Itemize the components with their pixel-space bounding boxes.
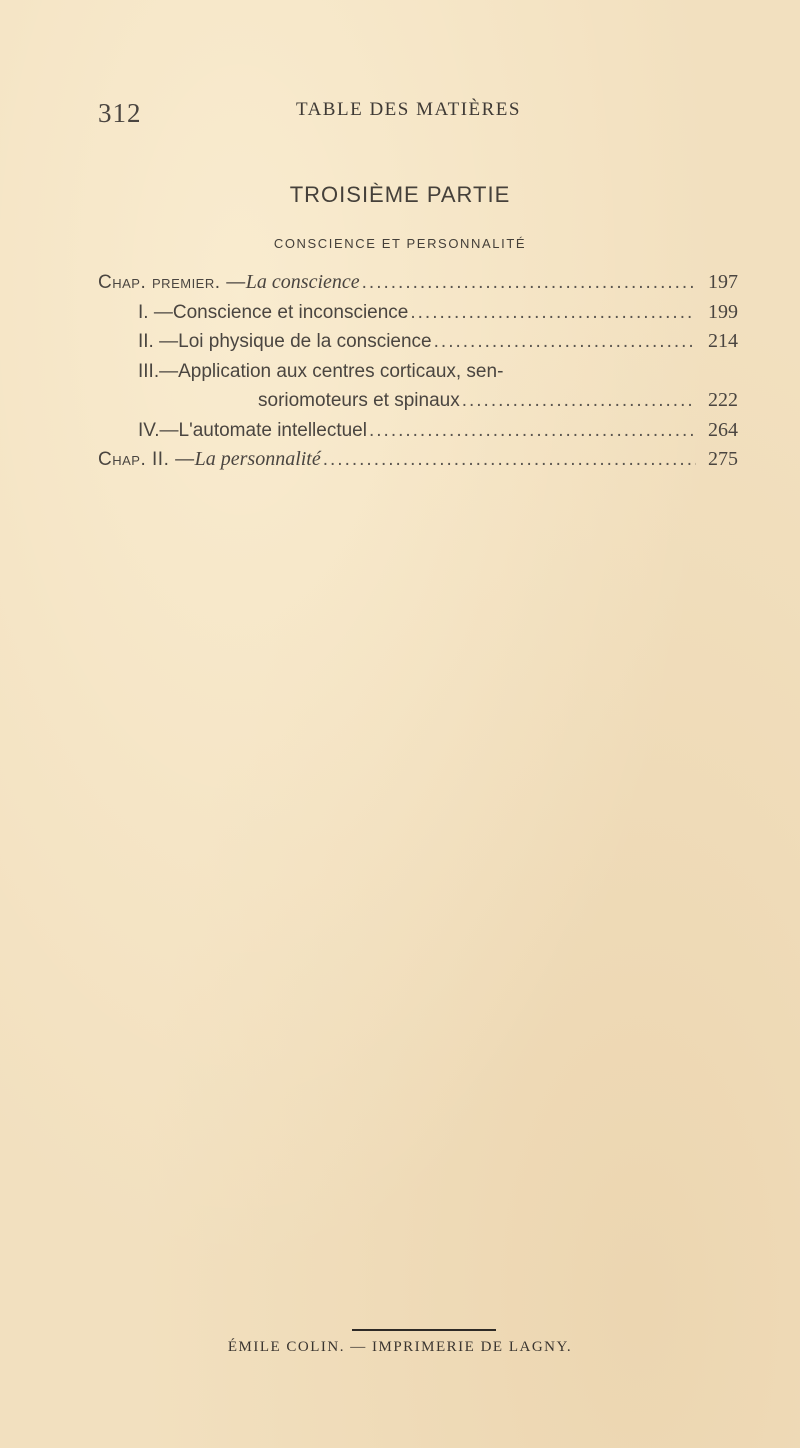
part-subtitle: CONSCIENCE ET PERSONNALITÉ (273, 236, 527, 251)
toc-section-title-continued: soriomoteurs et spinaux (258, 390, 460, 411)
toc-row-section-3-continued (98, 386, 738, 416)
toc-row-chapter-2 (98, 445, 738, 475)
toc-row-section-4 (98, 416, 738, 446)
toc-section-title: Loi physique de la conscience (178, 331, 432, 352)
part-title: TROISIÈME PARTIE (289, 182, 511, 207)
toc-section-title: Application aux centres corticaux, sen- (178, 360, 504, 382)
toc-page-number: 222 (708, 389, 738, 411)
table-of-contents (98, 268, 738, 475)
page-number: 312 (98, 98, 142, 128)
toc-chapter-title: La conscience (245, 271, 360, 293)
toc-section-prefix: IV.— (138, 419, 179, 441)
toc-section-title: Conscience et inconscience (172, 301, 409, 323)
dot-leader (434, 327, 696, 357)
toc-section-prefix: II. — (138, 331, 179, 352)
printer-imprint: ÉMILE COLIN. — IMPRIMERIE DE LAGNY. (227, 1339, 573, 1355)
toc-page-number: 264 (708, 418, 738, 441)
footer-rule (352, 1329, 496, 1331)
toc-chapter-title: La personnalité (194, 448, 321, 470)
dot-leader (323, 445, 696, 475)
toc-section-title: L'automate intellectuel (178, 419, 367, 441)
toc-row-section-2 (98, 327, 738, 357)
dot-leader (462, 386, 696, 416)
running-header-title: TABLE DES MATIÈRES (296, 99, 521, 120)
toc-section-prefix: I. — (138, 301, 173, 323)
toc-row-section-3 (98, 357, 738, 387)
dot-leader (362, 268, 696, 298)
toc-section-prefix: III.— (138, 360, 179, 382)
toc-chapter-prefix: Chap. premier. — (98, 272, 246, 293)
toc-page-number: 275 (708, 448, 738, 470)
toc-page-number: 214 (708, 330, 738, 352)
toc-chapter-prefix: Chap. II. — (98, 449, 195, 470)
dot-leader (369, 416, 696, 446)
toc-row-section-1 (98, 298, 738, 328)
toc-row-chapter-1 (98, 268, 738, 298)
toc-page-number: 199 (708, 300, 738, 323)
toc-page-number: 197 (708, 271, 738, 293)
dot-leader (410, 298, 696, 328)
